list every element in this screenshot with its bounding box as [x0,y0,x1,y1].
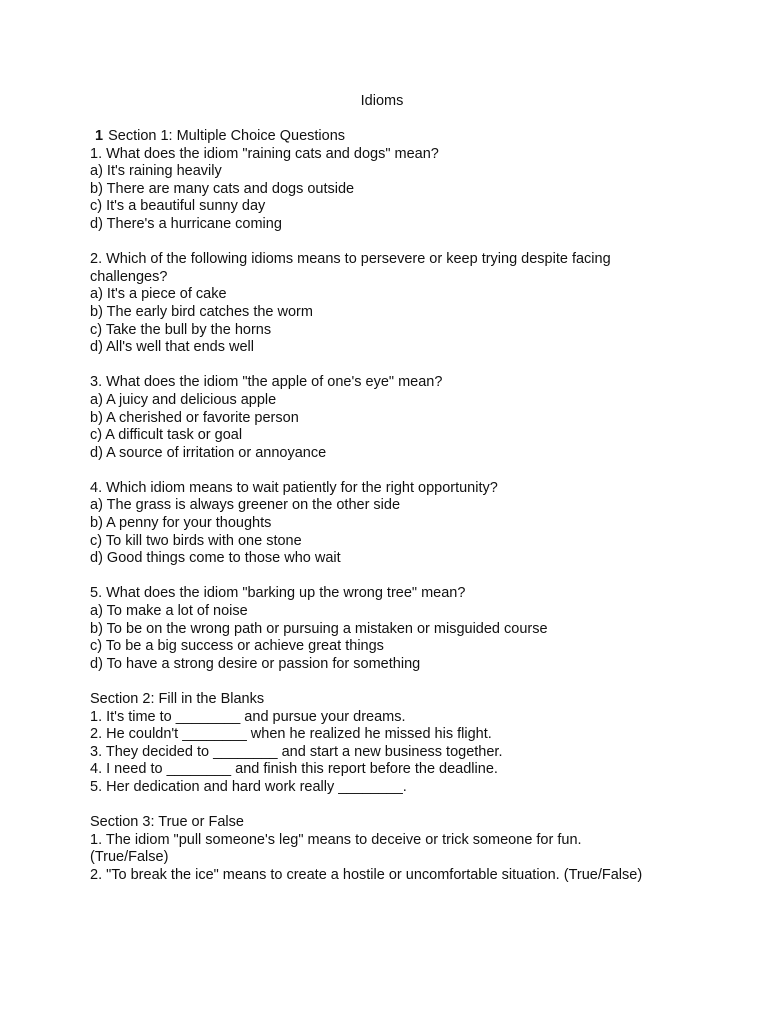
question-text: 4. Which idiom means to wait patiently for the right opportunity? [90,479,498,496]
question-5 [90,585,690,673]
section-number: 1 [95,128,104,144]
answer-option: c) To be a big success or achieve great things [90,638,384,655]
answer-option: d) To have a strong desire or passion for something [90,655,421,672]
spacer [90,234,690,252]
spacer [90,568,690,586]
fill-blank-item: 4. I need to ________ and finish this report before the deadline. [90,761,498,778]
spacer [90,357,690,375]
answer-option: d) All's well that ends well [90,339,254,356]
answer-option: a) It's raining heavily [90,163,222,180]
answer-option: a) To make a lot of noise [90,603,248,620]
true-false-item: 1. The idiom "pull someone's leg" means to deceive or trick someone for fun. (True/False) [90,831,582,866]
question-1 [90,146,690,234]
document-title: Idioms [360,93,404,109]
answer-option: d) Good things come to those who wait [90,550,341,567]
section-1 [90,128,690,673]
spacer [90,673,690,691]
answer-option: b) A cherished or favorite person [90,409,299,426]
fill-blank-item: 5. Her dedication and hard work really ________. [90,778,407,795]
section-3 [90,814,690,884]
answer-option: b) To be on the wrong path or pursuing a mistaken or misguided course [90,620,548,637]
answer-option: b) A penny for your thoughts [90,515,272,532]
answer-option: d) There's a hurricane coming [90,215,282,232]
answer-option: c) To kill two birds with one stone [90,532,302,549]
answer-option: a) A juicy and delicious apple [90,391,277,408]
answer-option: a) It's a piece of cake [90,286,227,303]
question-text: 5. What does the idiom "barking up the wrong tree" mean? [90,585,466,602]
question-3 [90,374,690,462]
section-3-heading: Section 3: True or False [90,814,244,831]
spacer [90,462,690,480]
section-2 [90,691,690,797]
document-body [90,128,690,885]
answer-option: c) Take the bull by the horns [90,321,272,338]
question-text: 2. Which of the following idioms means to persevere or keep trying despite facing challenges? [90,251,611,285]
question-text: 3. What does the idiom "the apple of one's eye" mean? [90,374,443,391]
section-1-heading [90,128,690,146]
fill-blank-item: 1. It's time to ________ and pursue your dreams. [90,708,406,725]
question-text: 1. What does the idiom "raining cats and dogs" mean? [90,145,439,162]
answer-option: b) There are many cats and dogs outside [90,180,355,197]
answer-option: c) A difficult task or goal [90,427,243,444]
true-false-item: 2. "To break the ice" means to create a hostile or uncomfortable situation. (True/False) [90,866,643,883]
section-2-heading: Section 2: Fill in the Blanks [90,691,265,707]
spacer [90,797,690,815]
question-4 [90,480,690,568]
answer-option: d) A source of irritation or annoyance [90,444,327,461]
fill-blank-item: 2. He couldn't ________ when he realized he missed his flight. [90,726,492,743]
answer-option: c) It's a beautiful sunny day [90,198,266,215]
answer-option: b) The early bird catches the worm [90,303,313,320]
fill-blank-item: 3. They decided to ________ and start a new business together. [90,743,503,760]
section-1-title: Section 1: Multiple Choice Questions [108,128,346,144]
answer-option: a) The grass is always greener on the other side [90,497,401,514]
question-2 [90,251,690,357]
